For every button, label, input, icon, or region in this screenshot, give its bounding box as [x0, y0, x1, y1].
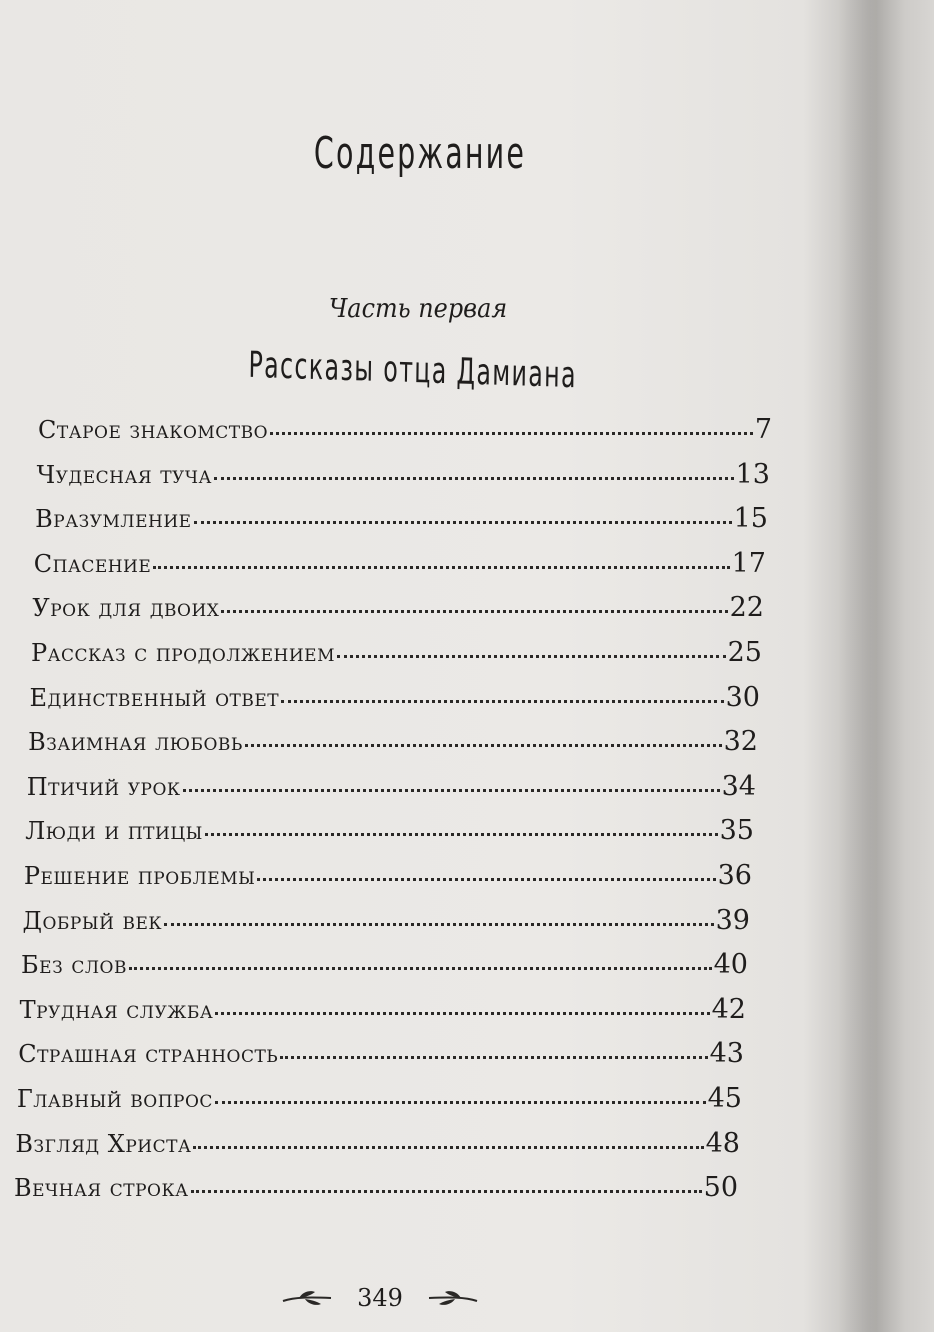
dot-leader: [280, 1056, 707, 1059]
toc-entry-title: Спасение: [33, 549, 152, 578]
toc-entry: [20, 994, 746, 1034]
toc-entry-title: Решение проблемы: [23, 862, 256, 890]
toc-entry-title: Вразумление: [35, 505, 192, 534]
toc-entry-title: Единственный ответ: [29, 683, 280, 712]
dot-leader: [281, 700, 724, 703]
toc-entry-page: 13: [735, 458, 770, 490]
toc-entry: [22, 905, 750, 945]
dot-leader: [153, 566, 729, 569]
toc-entry-title: Урок для двоих: [32, 594, 220, 623]
dot-leader: [164, 923, 714, 926]
page-footer: [0, 1284, 760, 1312]
toc-entry: [25, 815, 754, 855]
toc-entry-title: Без слов: [21, 951, 127, 980]
toc-entry-page: 39: [715, 904, 750, 936]
toc-entry: [21, 949, 748, 989]
dot-leader: [129, 967, 712, 970]
page-title: Содержание: [313, 128, 527, 179]
toc-entry: [14, 1172, 738, 1212]
toc-entry-page: 15: [733, 503, 768, 535]
toc-entry-title: Птичий урок: [26, 772, 181, 801]
toc-entry-title: Чудесная туча: [36, 460, 212, 489]
toc-entry-title: Люди и птицы: [25, 817, 203, 846]
toc-entry: [35, 503, 768, 543]
toc-entry-page: 48: [705, 1127, 740, 1159]
toc-entry-title: Старое знакомство: [38, 416, 269, 444]
toc-entry: [24, 860, 752, 900]
toc-entry-page: 32: [723, 726, 758, 758]
part-label: Часть первая: [328, 294, 508, 324]
toc-entry: [37, 459, 770, 499]
toc-entry-page: 43: [709, 1038, 744, 1070]
dot-leader: [337, 655, 726, 658]
leaf-ornament-right-icon: [425, 1287, 479, 1309]
toc-entry-title: Страшная странность: [18, 1040, 279, 1069]
toc-entry: [32, 592, 764, 632]
dot-leader: [194, 521, 732, 524]
toc-entry-title: Главный вопрос: [16, 1085, 213, 1113]
dot-leader: [270, 432, 753, 435]
toc-entry: [34, 548, 766, 588]
toc-entry-page: 42: [711, 993, 746, 1025]
toc-entry-page: 45: [707, 1083, 742, 1114]
page-number: 349: [357, 1284, 403, 1312]
dot-leader: [221, 610, 727, 613]
toc-entry: [27, 771, 756, 811]
dot-leader: [214, 477, 734, 480]
toc-entry-title: Рассказ с продолжением: [30, 639, 335, 667]
dot-leader: [183, 789, 720, 792]
toc-entry-title: Трудная служба: [19, 995, 214, 1024]
toc-entry-title: Взгляд Христа: [15, 1129, 192, 1158]
dot-leader: [205, 833, 718, 836]
toc-entry: [15, 1128, 740, 1168]
toc-entry-page: 36: [717, 860, 752, 891]
toc-entry-title: Добрый век: [22, 906, 163, 935]
toc-entry-page: 22: [729, 592, 764, 624]
toc-entry: [31, 637, 762, 677]
toc-entry: [18, 1038, 744, 1078]
dot-leader: [245, 744, 722, 747]
toc-entry-page: 40: [713, 949, 748, 981]
toc-entry-page: 34: [721, 770, 756, 802]
toc-entry: [30, 682, 760, 722]
dot-leader: [215, 1101, 706, 1104]
toc-entry-page: 7: [754, 414, 772, 445]
toc-entry-title: Взаимная любовь: [28, 728, 243, 757]
toc-entry: [38, 414, 772, 454]
toc-entry-page: 17: [731, 547, 766, 579]
toc-entry: [17, 1083, 742, 1123]
dot-leader: [257, 878, 715, 881]
toc-entry-page: 50: [703, 1172, 738, 1204]
toc-entry-page: 30: [725, 681, 760, 713]
dot-leader: [193, 1146, 703, 1149]
toc-entry-page: 35: [719, 815, 754, 847]
dot-leader: [191, 1190, 702, 1193]
toc-entry-title: Вечная строка: [14, 1174, 189, 1203]
part-title: Рассказы отца Дамиана: [248, 344, 578, 397]
leaf-ornament-left-icon: [281, 1287, 335, 1309]
toc-entry-page: 25: [727, 637, 762, 668]
toc-entry: [28, 726, 758, 766]
dot-leader: [215, 1012, 709, 1015]
